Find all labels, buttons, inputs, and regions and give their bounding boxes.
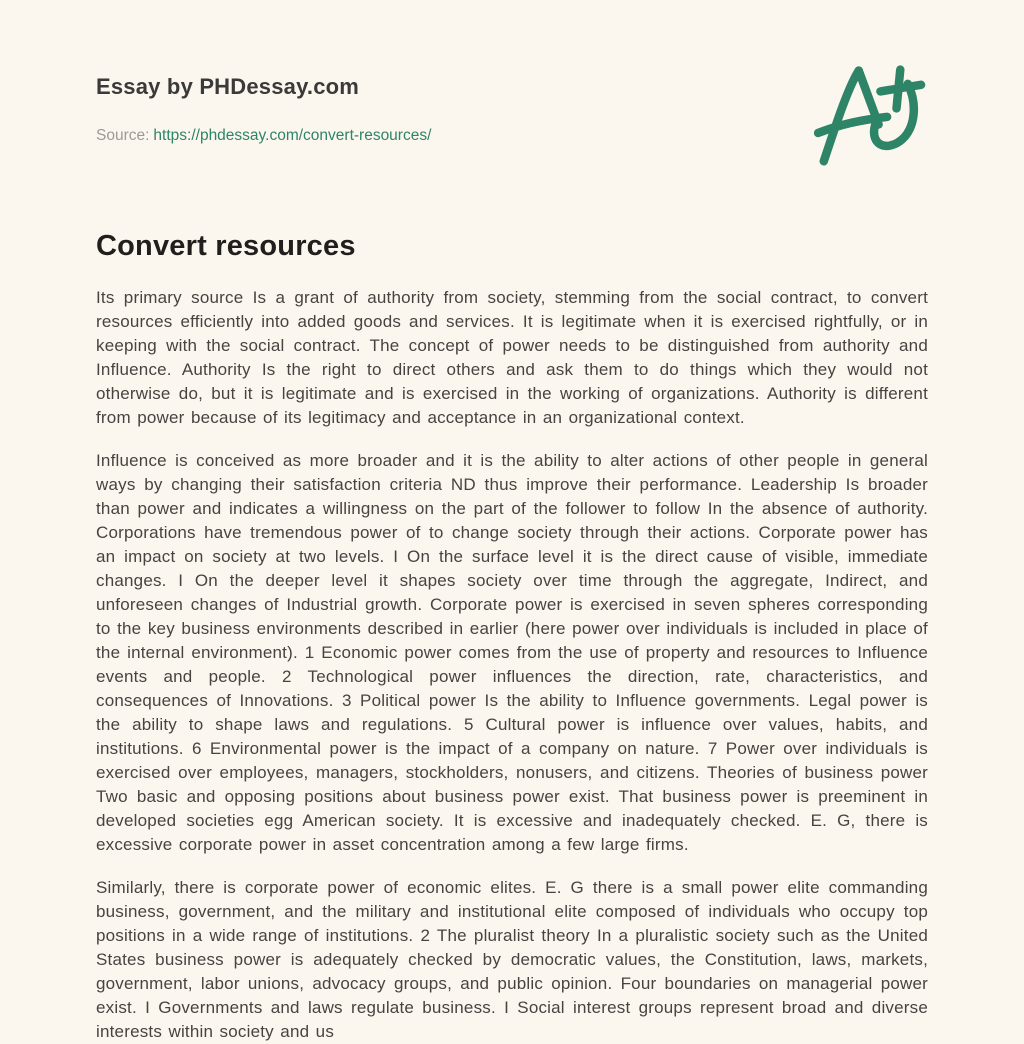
- page-title: Convert resources: [96, 230, 356, 262]
- source-line: [96, 126, 928, 146]
- essay-by-title: Essay by PHDessay.com: [96, 74, 360, 99]
- essay-paragraph: Similarly, there is corporate power of economic elites. E. G there is a small power elite commanding business, government, and the military and institutional elite composed of individuals who occupy top positions in a wide range of institutions. 2 The pluralist theory In a pluralistic society such as the United States business power is adequately checked by democratic values, the Constitution, laws, markets, government, labor unions, advocacy groups, and public opinion. Four boundaries on managerial power exist. I Governments and laws regulate business. I Social interest groups represent broad and diverse interests within society and us: [96, 878, 928, 1041]
- essay-paragraph: Its primary source Is a grant of authority from society, stemming from the social contract, to convert resources efficiently into added goods and services. It is legitimate when it is exercised rightfully, or in keeping with the social contract. The concept of power needs to be distinguished from authority and Influence. Authority Is the right to direct others and ask them to do things which they would not otherwise do, but it is legitimate and is exercised in the working of organizations. Authority is different from power because of its legitimacy and acceptance in an organizational context.: [96, 288, 928, 427]
- phdessay-a-plus-logo-icon: [814, 64, 928, 166]
- source-label: Source:: [96, 127, 150, 144]
- essay-body: [96, 286, 928, 1044]
- document-header: [96, 74, 928, 146]
- source-link[interactable]: https://phdessay.com/convert-resources/: [153, 127, 432, 144]
- essay-paragraph: Influence is conceived as more broader and it is the ability to alter actions of other people in general ways by changing their satisfaction criteria ND thus improve their performance. Leadership Is broader than power and indicates a willingness on the part of the follower to follow In the absence of authority. Corporations have tremendous power of to change society through their actions. Corporate power has an impact on society at two levels. I On the surface level it is the direct cause of visible, immediate changes. I On the deeper level it shapes society over time through the aggregate, Indirect, and unforeseen changes of Industrial growth. Corporate power is exercised in seven spheres corresponding to the key business environments described in earlier (here power over individuals is included in place of the internal environment). 1 Economic power comes from the use of property and resources to Influence events and people. 2 Technological power influences the direction, rate, characteristics, and consequences of Innovations. 3 Political power Is the ability to Influence governments. Legal power is the ability to shape laws and regulations. 5 Cultural power is influence over values, habits, and institutions. 6 Environmental power is the impact of a company on nature. 7 Power over individuals is exercised over employees, managers, stockholders, nonusers, and citizens. Theories of business power Two basic and opposing positions about business power exist. That business power is preeminent in developed societies egg American society. It is excessive and inadequately checked. E. G, there is excessive corporate power in asset concentration among a few large firms.: [96, 451, 928, 854]
